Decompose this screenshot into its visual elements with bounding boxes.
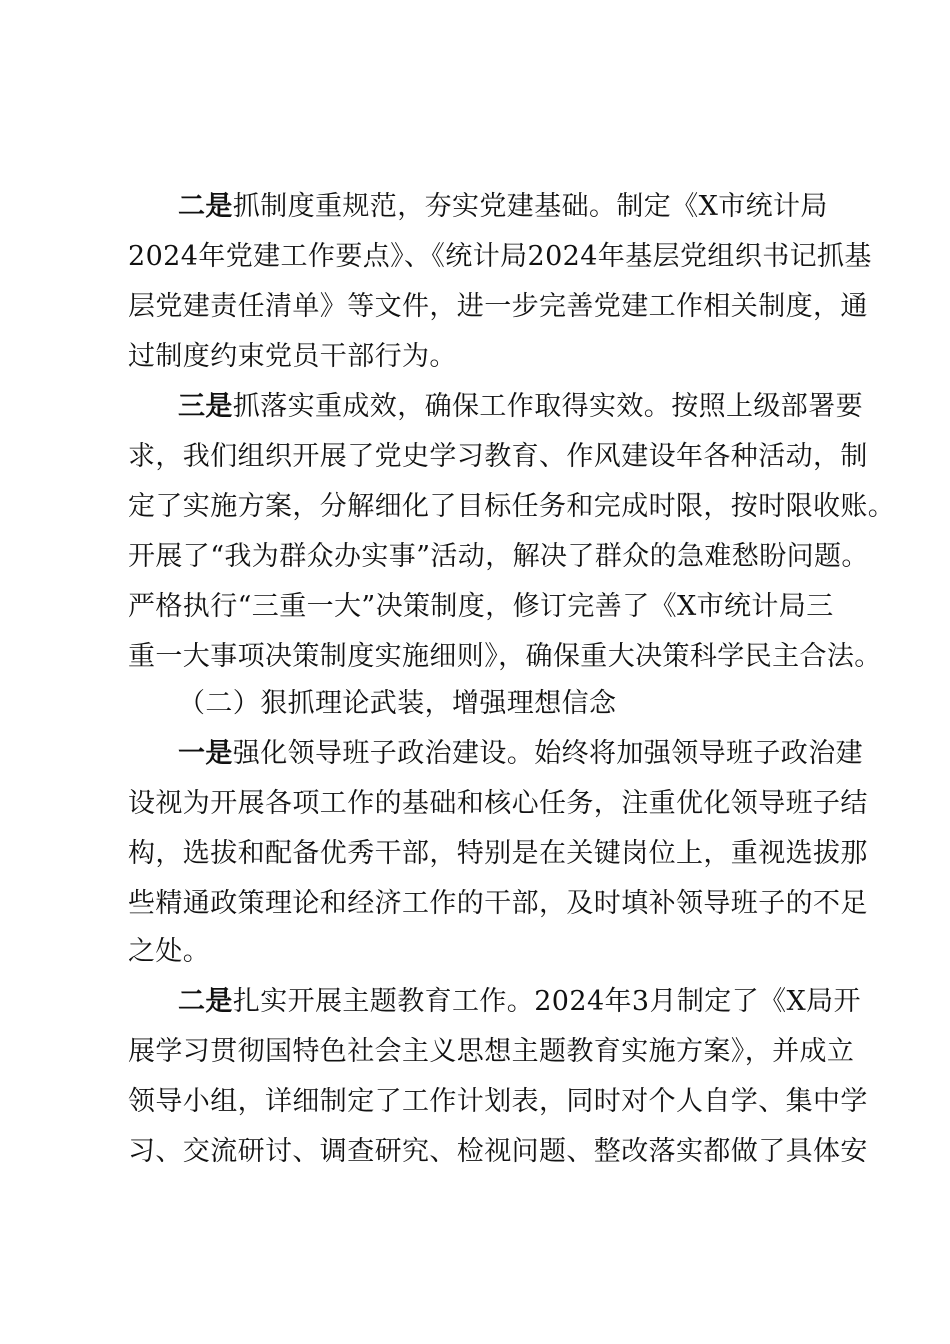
paragraph-3-line-2: 设视为开展各项工作的基础和核心任务，注重优化领导班子结 xyxy=(128,788,868,819)
paragraph-3-line-1: 一是强化领导班子政治建设。始终将加强领导班子政治建 xyxy=(178,738,864,769)
paragraph-2-line-5: 严格执行“三重一大”决策制度，修订完善了《X市统计局三 xyxy=(128,591,834,622)
paragraph-4-line-3: 领导小组，详细制定了工作计划表，同时对个人自学、集中学 xyxy=(128,1086,868,1117)
paragraph-1-line-3: 层党建责任清单》等文件，进一步完善党建工作相关制度，通 xyxy=(128,291,868,322)
paragraph-2-line-3: 定了实施方案，分解细化了目标任务和完成时限，按时限收账。 xyxy=(128,491,896,522)
section-heading: （二）狠抓理论武装，增强理想信念 xyxy=(178,688,617,719)
paragraph-3-line-3: 构，选拔和配备优秀干部，特别是在关键岗位上，重视选拔那 xyxy=(128,838,868,869)
paragraph-1-line-4: 过制度约束党员干部行为。 xyxy=(128,341,457,372)
paragraph-3-lead: 一是 xyxy=(178,738,233,769)
paragraph-4-line-1: 二是扎实开展主题教育工作。2024年3月制定了《X局开 xyxy=(178,986,861,1017)
paragraph-2-line-6: 重一大事项决策制度实施细则》，确保重大决策科学民主合法。 xyxy=(128,641,882,672)
paragraph-1-lead: 二是 xyxy=(178,191,233,222)
paragraph-2-line-4: 开展了“我为群众办实事”活动，解决了群众的急难愁盼问题。 xyxy=(128,541,869,572)
paragraph-1-line-1: 二是抓制度重规范，夯实党建基础。制定《X市统计局 xyxy=(178,191,828,222)
paragraph-3-line-4: 些精通政策理论和经济工作的干部，及时填补领导班子的不足 xyxy=(128,888,868,919)
paragraph-4-line-4: 习、交流研讨、调查研究、检视问题、整改落实都做了具体安 xyxy=(128,1136,868,1167)
paragraph-4-lead: 二是 xyxy=(178,986,233,1017)
paragraph-2-line-2: 求，我们组织开展了党史学习教育、作风建设年各种活动，制 xyxy=(128,441,868,472)
paragraph-4-line-2: 展学习贯彻国特色社会主义思想主题教育实施方案》，并成立 xyxy=(128,1036,855,1067)
paragraph-2-line-1: 三是抓落实重成效，确保工作取得实效。按照上级部署要 xyxy=(178,391,864,422)
paragraph-2-lead: 三是 xyxy=(178,391,233,422)
paragraph-1-line-2: 2024年党建工作要点》、《统计局2024年基层党组织书记抓基 xyxy=(128,241,872,272)
paragraph-3-line-5: 之处。 xyxy=(128,936,211,967)
